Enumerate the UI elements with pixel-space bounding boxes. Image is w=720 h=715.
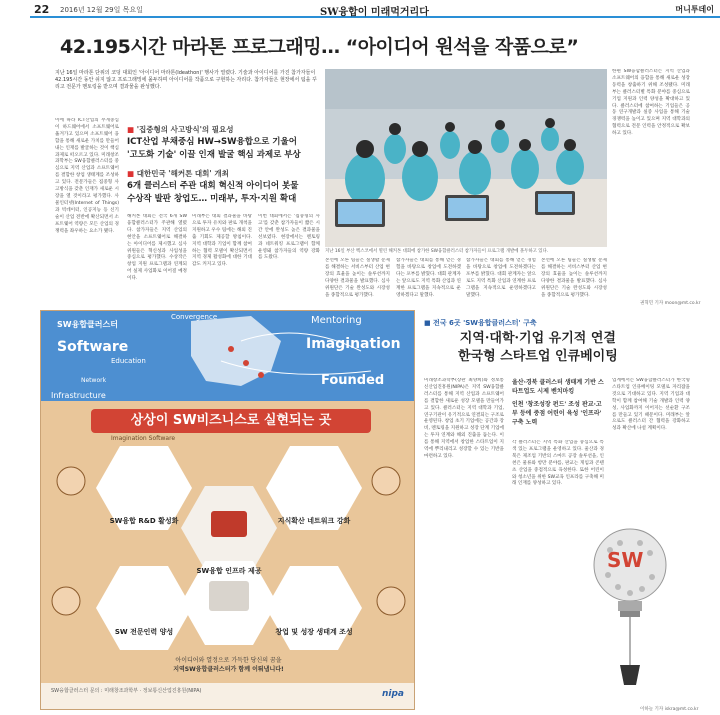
right-headline-1: 지역·대학·기업 유기적 연결	[459, 331, 616, 346]
article-column-7: 참가자들은 대회를 통해 얻은 경험을 바탕으로 창업에 도전하겠다는 포부를 밝혔다. 대회 관계자는 앞으로도 지역 특화 산업과 연계한 프로그램을 지속적으로 운영하겠다고 말했다.	[466, 258, 536, 298]
article-column-3: 미래부는 대회 결과물을 바탕으로 투자 유치와 판로 개척을 지원하고 우수 팀에는 해외 진출 기회도 제공할 방침이다. 지역 대학과 기업이 함께 참여하는 협력 모델이 확산되면서 지역 경제 활성화에 대한 기대감도 커지고 있다.	[192, 214, 252, 268]
article-column-6: 참가자들은 대회를 통해 얻은 경험을 바탕으로 창업에 도전하겠다는 포부를 밝혔다. 대회 관계자는 앞으로도 지역 특화 산업과 연계한 프로그램을 지속적으로 운영하겠다고 말했다.	[396, 258, 461, 298]
right-column-a: 미래창조과학부(장관 최양희)와 정보통신산업진흥원(NIPA)은 지역 SW융합클러스터를 통해 지역 산업과 소프트웨어를 결합한 새로운 성장 모델을 만들어가고 있다. 클러스터는 지역 대학과 기업, 연구기관이 유기적으로 연결되는 구조로 운영된다. 창업 초기 기업에는 공간과 장비, 멘토링을 지원하고 성장 단계 기업에는 투자 연계와 해외 진출을 돕는다. 이를 통해 지역에서 창업한 스타트업이 지역에 뿌리내리고 성장할 수 있는 기반을 마련하고 있다.	[424, 378, 504, 459]
issue-date: 2016년 12월 29일 목요일	[60, 6, 143, 14]
byline-2: 이하늘 기자 iskra@mt.co.kr	[640, 707, 699, 712]
ad-word-7: Founded	[321, 373, 385, 388]
ad-word-6: Network	[81, 377, 107, 384]
section-title: SW융합이 미래먹거리다	[320, 7, 429, 18]
ad-footer	[41, 683, 415, 710]
subhead-2-text: 대한민국 '해커톤 대회' 개최	[136, 169, 229, 178]
ad-word-4: Imagination	[306, 336, 401, 352]
article-column-9: 한편 SW융합클러스터는 지역 산업과 소프트웨어의 융합을 통해 새로운 성장 동력을 창출하기 위해 조성됐다. 미래부는 클러스터별 특화 분야를 중심으로 기업 지원과 인력 양성을 확대하고 있다. 클러스터에 참여하는 기업들은 공동 연구개발과 실증 사업을 통해 기술 경쟁력을 높이고 있으며 지역 대학과의 협력으로 전문 인력을 안정적으로 확보하고 있다.	[612, 69, 690, 137]
photo-illustration	[325, 69, 607, 247]
right-column-b: 각 클러스터는 지역 특화 산업을 중심으로 특색 있는 프로그램을 운영하고 있다. 울산과 경북은 제조업 기반의 스마트 공장 솔루션을, 인천은 물류와 항만 분야를, 판교는 게임과 콘텐츠 산업을 중점적으로 육성한다. 또한 어린이와 청소년을 위한 SW교육 인프라를 구축해 미래 인재를 양성하고 있다.	[512, 440, 604, 487]
hex-rnd-label: SW융합 R&D 활성화	[109, 517, 179, 525]
hex-talent-label: SW 전문인력 양성	[114, 628, 174, 636]
article-column-1: 이에 따라 ICT산업의 무게중심이 하드웨어에서 소프트웨어로 옮겨가고 있으며 소프트웨어 융합을 통해 새로운 가치를 만들어내는 인재를 발굴하는 것이 핵심 과제로 떠오르고 있다. 미래창조과학부는 SW융합클러스터를 중심으로 지역 산업과 소프트웨어를 결합한 창업 생태계를 조성하고 있다. 전문가들은 집중형 사고방식을 갖춘 인재가 새로운 시장을 열 것이라고 평가했다. 사물인터넷(Internet of Things)과 빅데이터, 인공지능 등 신기술이 산업 전반에 확산되면서 소프트웨어 역량은 모든 산업의 경쟁력을 좌우하는 요소가 됐다.	[55, 118, 119, 234]
ad-tagline-2: 지역SW융합클러스터가 함께 이뤄냅니다!	[173, 666, 284, 673]
photo-caption: 지난 16일 부산 벡스코에서 열린 해커톤 대회에 참가한 SW융합클러스터 참가자들이 프로그램 개발에 몰두하고 있다.	[325, 249, 549, 254]
ad-tagline	[146, 655, 311, 673]
right-headline	[458, 330, 618, 366]
article-column-4: 이번 대회에서는 '집중형의 사고'를 갖춘 참가자들이 짧은 시간 안에 완성도 높은 결과물을 선보였다. 현장에서는 멘토링과 네트워킹 프로그램이 함께 운영돼 참가자들의 역량 강화를 도왔다.	[258, 214, 320, 261]
nipa-logo: nipa	[381, 689, 404, 699]
ad-word-1: Convergence	[171, 313, 218, 321]
ad-contacts: SW융합클러스터 문의 : 미래창조과학부 · 정보통신산업진흥원(NIPA)	[51, 688, 202, 694]
lead-paragraph: 지난 16일 마라톤 단위의 코딩 대회인 '아이디어 마라톤(Ideathon)' 행사가 열렸다. 기술과 아이디어를 가진 참가자들이 42.195시간 동안 쉬지 않고 프로그래밍에 몰두하며 아이디어를 작품으로 구현하는 자리다. 참가자들은 현장에서 팀을 꾸리고 전문가 멘토링을 받으며 결과물을 완성했다.	[55, 70, 317, 90]
hackathon-photo	[325, 69, 607, 247]
right-sub-b: 인천 '창조성장 펀드' 조성 판교·고부 등에 중점 어린이 육성 '인프라' 구축 노력	[512, 401, 602, 426]
ad-word-5: Education	[111, 357, 146, 365]
article-column-5: 본선에 오른 팀들은 실생활 문제를 해결하는 서비스부터 산업 현장의 효율을 높이는 솔루션까지 다양한 결과물을 발표했다. 심사위원단은 기술 완성도와 시장성을 종합적으로 평가했다.	[325, 258, 390, 298]
right-headline-2: 한국형 스타트업 인큐베이팅	[458, 349, 618, 364]
ad-word-3: Software	[57, 339, 129, 355]
paper-name: 머니투데이	[675, 5, 714, 14]
hex-infra-label: SW융합 인프라 제공	[196, 567, 262, 575]
ad-banner	[41, 311, 415, 401]
bullet-icon: ■	[127, 169, 137, 178]
article-column-8: 본선에 오른 팀들은 실생활 문제를 해결하는 서비스부터 산업 현장의 효율을 높이는 솔루션까지 다양한 결과물을 발표했다. 심사위원단은 기술 완성도와 시장성을 종합적으로 평가했다.	[541, 258, 607, 298]
subhead-1-deck: ICT산업 부채중심 HW→SW융합으로 기울어 '고도화 기술' 이끌 인재 발굴 핵심 과제로 부상	[127, 137, 301, 160]
byline-1: 권혁민 기자 moon@mt.co.kr	[640, 301, 701, 306]
page-header	[30, 2, 720, 18]
ad-word-2: Mentoring	[311, 315, 362, 326]
ad-characters	[41, 441, 415, 661]
right-kicker: ■ 전국 6곳 'SW융합클러스터' 구축	[424, 319, 537, 327]
right-column-c: 업계에서는 SW융합클러스터가 한국형 스타트업 인큐베이팅 모델로 자리잡을 것으로 기대하고 있다. 지역 기업과 대학이 함께 참여해 기술 개발과 인력 양성, 사업화까지 이어지는 선순환 구조를 만들고 있기 때문이다. 미래부는 앞으로도 클러스터 간 협력을 강화하고 성과 확산에 나설 계획이다.	[612, 378, 690, 432]
ad-title: 상상이 SW비즈니스로 실현되는 곳	[91, 409, 371, 433]
ad-tagline-1: 아이디어와 열정으로 가득한 당신의 꿈을	[175, 657, 282, 664]
subhead-2-deck: 6개 클러스터 주관 대회 혁신적 아이디어 봇물 수상작 발판 창업도… 미래부, 투자·지원 확대	[127, 181, 299, 204]
ad-subtitle: Imagination Software	[111, 435, 176, 442]
subhead-2	[127, 168, 229, 179]
page-number: 22	[34, 3, 50, 16]
subhead-1	[127, 124, 233, 135]
right-sub-a: 울산·경북 클러스터 생태계 기반 스타트업도 시제 벤치마킹	[512, 379, 604, 395]
ad-word-8: Infrastructure	[51, 391, 106, 400]
bullet-icon: ■	[127, 125, 137, 134]
article-column-2: 해커톤 대회는 전국 6개 SW융합클러스터가 주관해 열렸다. 참가자들은 지역 산업의 현안을 소프트웨어로 해결하는 아이디어를 제시했고 심사위원들은 혁신성과 사업성을 중심으로 평가했다. 수상작은 창업 지원 프로그램과 연계되어 실제 사업화로 이어질 예정이다.	[127, 214, 187, 282]
sw-badge-text: SW	[607, 548, 644, 572]
hex-network-label: 지식확산 네트워크 강화	[277, 517, 351, 525]
ad-logo: SW융합클러스터	[57, 320, 118, 329]
hex-ecosystem-label: 창업 및 성장 생태계 조성	[275, 628, 353, 636]
sw-cluster-advertisement	[40, 310, 415, 710]
subhead-1-text: '집중형의 사고방식'의 필요성	[136, 125, 234, 134]
main-headline: 42.195시간 마라톤 프로그래밍… “아이디어 원석을 작품으로”	[60, 36, 579, 58]
